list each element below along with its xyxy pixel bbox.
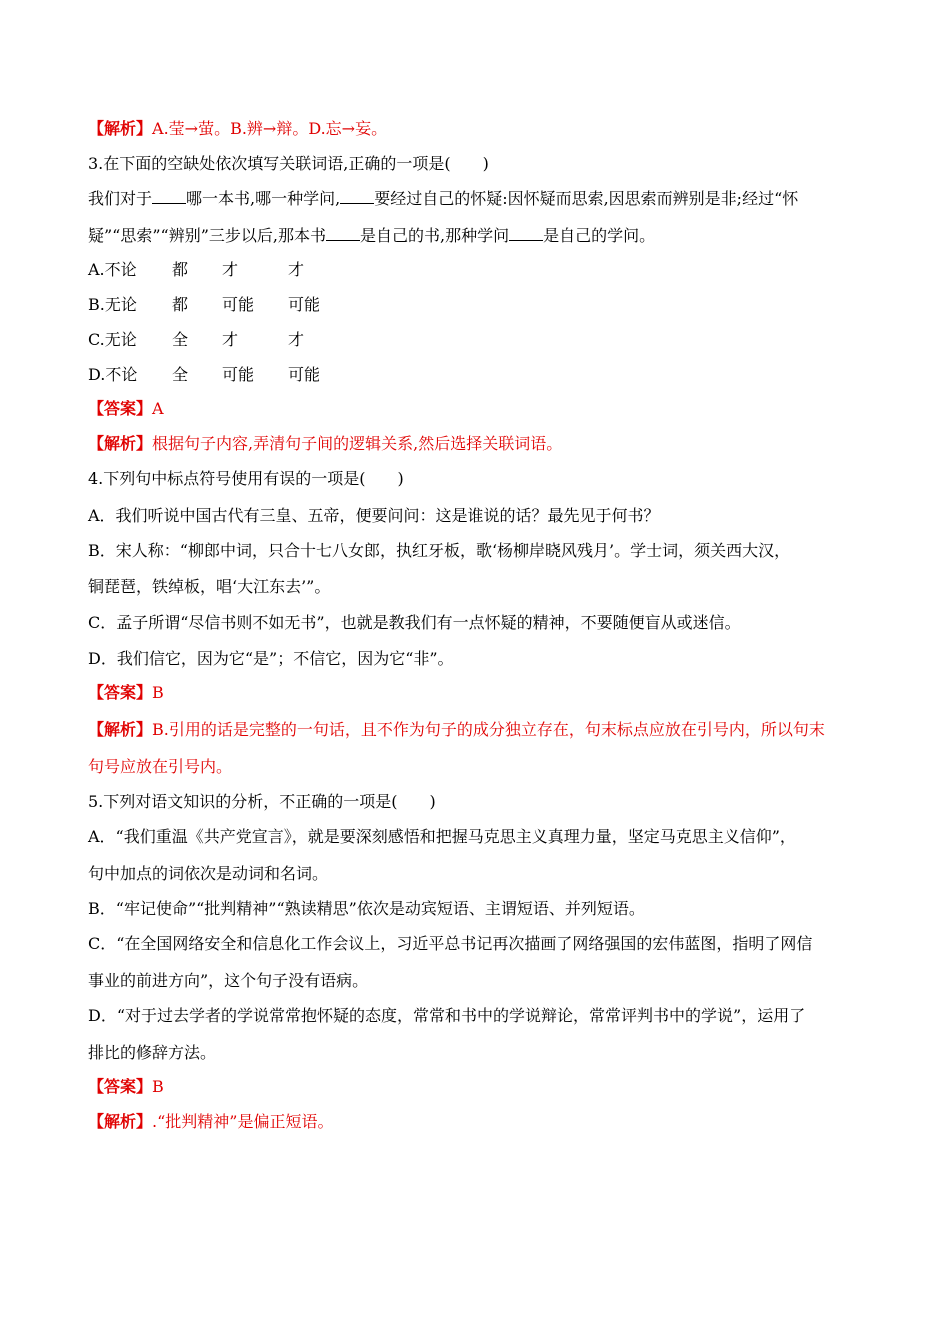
analysis-text: A.莹→萤。B.辨→辩。D.忘→妄。 (152, 119, 388, 138)
answer-value: B (152, 683, 164, 702)
option-word: 可能 (288, 295, 321, 314)
q3-passage-line-2 (88, 225, 655, 247)
passage-text: 是自己的书,那种学问 (360, 226, 510, 245)
option-word: 全 (172, 365, 189, 384)
passage-text: 哪一本书,哪一种学问, (186, 189, 341, 208)
answer-tag: 【答案】 (88, 399, 153, 418)
passage-text: 要经过自己的怀疑:因怀疑而思索,因思索而辨别是非;经过“怀 (374, 189, 799, 208)
q5-option-a-line-1: A．“我们重温《共产党宣言》，就是要深刻感悟和把握马克思主义真理力量，坚定马克思主义信仰”， (88, 827, 796, 846)
q3-passage-line-1 (88, 188, 798, 210)
analysis-tag: 【解析】 (88, 119, 153, 138)
q4-answer (88, 682, 164, 704)
option-word: 才 (288, 260, 305, 279)
q5-option-a-line-2: 句中加点的词依次是动词和名词。 (88, 864, 329, 883)
option-word: 全 (172, 330, 189, 349)
analysis-tag: 【解析】 (88, 720, 153, 739)
option-word: 都 (172, 260, 189, 279)
q4-analysis-line-1 (88, 719, 825, 741)
option-label: A.不论 (88, 260, 137, 279)
q5-answer (88, 1076, 164, 1098)
q5-analysis (88, 1111, 333, 1133)
q4-option-c: C．孟子所谓“尽信书则不如无书”，也就是教我们有一点怀疑的精神，不要随便盲从或迷信。 (88, 613, 741, 632)
analysis-text: 根据句子内容,弄清句子间的逻辑关系,然后选择关联词语。 (152, 434, 563, 453)
q4-option-d: D．我们信它，因为它“是”；不信它，因为它“非”。 (88, 649, 454, 668)
q5-option-d-line-2: 排比的修辞方法。 (88, 1043, 217, 1062)
analysis-text: B.引用的话是完整的一句话，且不作为句子的成分独立存在，句末标点应放在引号内，所以句末 (152, 720, 825, 739)
answer-tag: 【答案】 (88, 683, 153, 702)
q5-stem: 5.下列对语文知识的分析，不正确的一项是( ) (88, 792, 436, 811)
answer-tag: 【答案】 (88, 1077, 153, 1096)
analysis-tag: 【解析】 (88, 1112, 153, 1131)
q3-analysis (88, 433, 562, 455)
option-label: D.不论 (88, 365, 138, 384)
q5-option-b: B．“牢记使命”“批判精神”“熟读精思”依次是动宾短语、主谓短语、并列短语。 (88, 899, 645, 918)
q4-option-b-line-2: 铜琵琶，铁绰板，唱‘大江东去’”。 (88, 577, 331, 596)
analysis-text: .“批判精神”是偏正短语。 (152, 1112, 334, 1131)
analysis-tag: 【解析】 (88, 434, 153, 453)
option-word: 都 (172, 295, 189, 314)
option-word: 才 (222, 330, 239, 349)
q4-analysis-line-2: 句号应放在引号内。 (88, 757, 233, 776)
q3-stem: 3.在下面的空缺处依次填写关联词语,正确的一项是( ) (88, 154, 489, 173)
option-word: 才 (288, 330, 305, 349)
option-label: B.无论 (88, 295, 137, 314)
fill-blank (509, 225, 543, 241)
q5-option-d-line-1: D．“对于过去学者的学说常常抱怀疑的态度，常常和书中的学说辩论，常常评判书中的学说”，运用了 (88, 1006, 806, 1025)
option-label: C.无论 (88, 330, 137, 349)
q3-answer (88, 398, 164, 420)
option-word: 可能 (222, 365, 255, 384)
q2-analysis (88, 118, 387, 140)
option-word: 可能 (222, 295, 255, 314)
answer-value: B (152, 1077, 164, 1096)
fill-blank (152, 188, 186, 204)
q5-option-c-line-2: 事业的前进方向”，这个句子没有语病。 (88, 971, 369, 990)
q4-stem: 4.下列句中标点符号使用有误的一项是( ) (88, 469, 404, 488)
q5-option-c-line-1: C．“在全国网络安全和信息化工作会议上，习近平总书记再次描画了网络强国的宏伟蓝图，指明了网信 (88, 934, 813, 953)
option-word: 可能 (288, 365, 321, 384)
answer-value: A (152, 399, 164, 418)
passage-text: 是自己的学问。 (543, 226, 656, 245)
fill-blank (326, 225, 360, 241)
passage-text: 我们对于 (88, 189, 153, 208)
option-word: 才 (222, 260, 239, 279)
passage-text: 疑”“思索”“辨别”三步以后,那本书 (88, 226, 326, 245)
q4-option-b-line-1: B．宋人称：“柳郎中词，只合十七八女郎，执红牙板，歌‘杨柳岸晓风残月’。学士词，须关西大汉， (88, 541, 791, 560)
q4-option-a: A．我们听说中国古代有三皇、五帝，便要问问：这是谁说的话？最先见于何书？ (88, 506, 660, 525)
fill-blank (340, 188, 374, 204)
